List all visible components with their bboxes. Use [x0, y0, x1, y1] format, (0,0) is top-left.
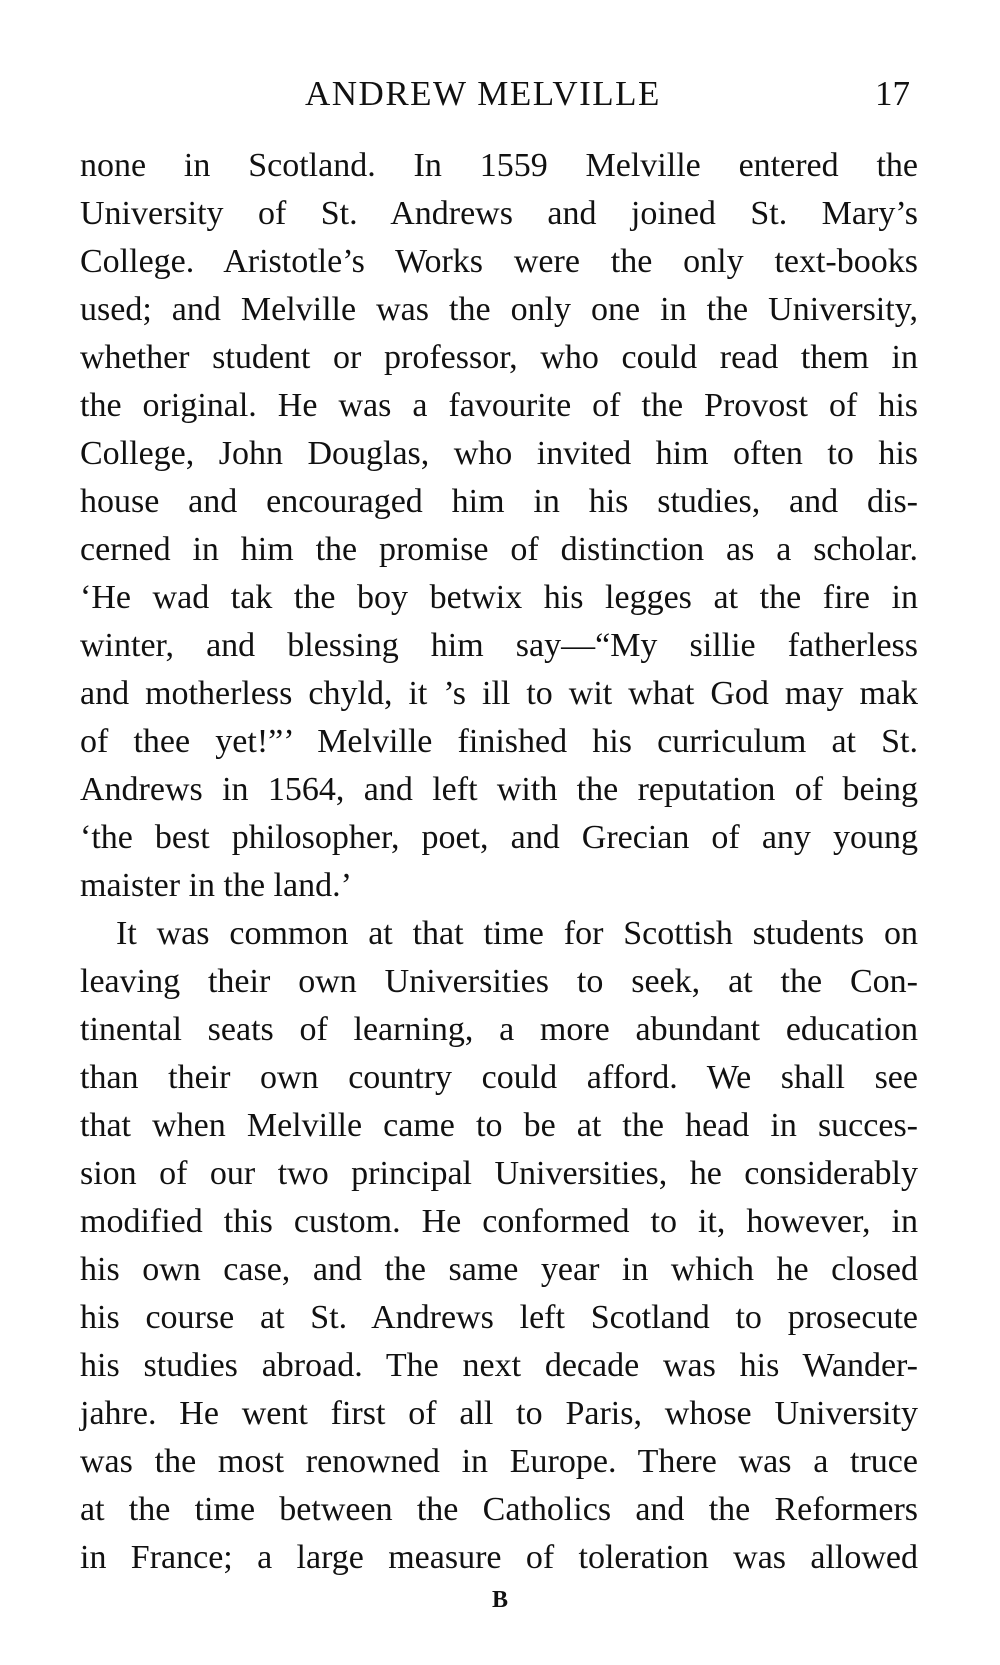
text-line: his studies abroad. The next decade was his Wander-: [80, 1347, 918, 1384]
text-line: his own case, and the same year in which he closed: [80, 1251, 918, 1288]
body-text: [80, 142, 918, 1582]
signature-mark: B: [491, 1587, 508, 1613]
text-line: jahre. He went first of all to Paris, whose University: [80, 1395, 918, 1432]
text-line: maister in the land.’: [80, 867, 352, 904]
text-line: used; and Melville was the only one in the University,: [80, 291, 918, 328]
text-line: sion of our two principal Universities, he considerably: [80, 1155, 918, 1192]
text-line: winter, and blessing him say—“My sillie fatherless: [80, 627, 918, 664]
page-number: 17: [875, 74, 910, 113]
text-line: College. Aristotle’s Works were the only text-books: [80, 243, 918, 280]
text-line: in France; a large measure of toleration was allowed: [80, 1539, 918, 1576]
text-line: Andrews in 1564, and left with the reputation of being: [80, 771, 918, 808]
text-line: whether student or professor, who could read them in: [80, 339, 918, 376]
text-line: ‘the best philosopher, poet, and Grecian of any young: [80, 819, 918, 856]
text-line: of thee yet!”’ Melville finished his curriculum at St.: [80, 723, 918, 760]
text-line: was the most renowned in Europe. There was a truce: [80, 1443, 918, 1480]
text-line: modified this custom. He conformed to it, however, in: [80, 1203, 918, 1240]
running-title: ANDREW MELVILLE: [305, 74, 661, 113]
text-line: and motherless chyld, it ’s ill to wit what God may mak: [80, 675, 918, 712]
text-line: It was common at that time for Scottish students on: [116, 915, 918, 952]
text-line: College, John Douglas, who invited him often to his: [80, 435, 918, 472]
text-line: leaving their own Universities to seek, at the Con-: [80, 963, 918, 1000]
text-line: his course at St. Andrews left Scotland to prosecute: [80, 1299, 918, 1336]
text-line: tinental seats of learning, a more abundant education: [80, 1011, 918, 1048]
text-line: University of St. Andrews and joined St. Mary’s: [80, 195, 918, 232]
text-line: house and encouraged him in his studies, and dis-: [80, 483, 918, 520]
text-line: cerned in him the promise of distinction as a scholar.: [80, 531, 918, 568]
text-line: at the time between the Catholics and the Reformers: [80, 1491, 918, 1528]
text-line: that when Melville came to be at the head in succes-: [80, 1107, 918, 1144]
running-header: [0, 70, 1000, 118]
text-line: ‘He wad tak the boy betwix his legges at the fire in: [80, 579, 918, 616]
text-line: the original. He was a favourite of the Provost of his: [80, 387, 918, 424]
text-line: than their own country could afford. We shall see: [80, 1059, 918, 1096]
text-line: none in Scotland. In 1559 Melville entered the: [80, 147, 918, 184]
